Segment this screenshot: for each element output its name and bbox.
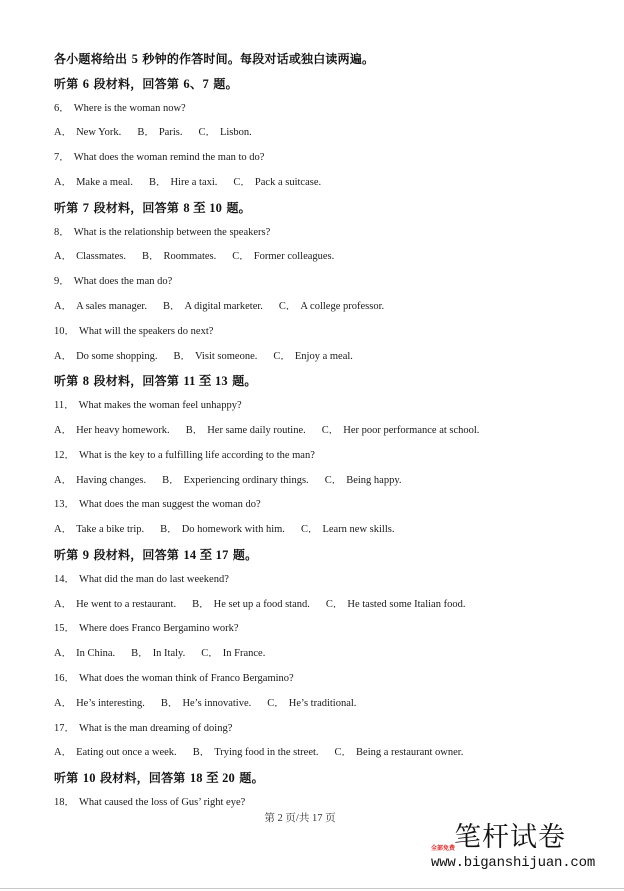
option-c: C． Pack a suitcase.: [233, 176, 322, 188]
question-text: What does the woman think of Franco Bergamino?: [79, 672, 294, 684]
watermark-url: www.biganshijuan.com: [431, 855, 596, 871]
options-6: [54, 124, 594, 149]
option-c: C． He’s traditional.: [267, 697, 357, 709]
question-18: 18． What caused the loss of Gus’ right eye?: [54, 796, 246, 808]
watermark-title: 笔杆试卷: [454, 822, 566, 853]
question-17: 17． What is the man dreaming of doing?: [54, 722, 233, 734]
option-a: A． In China.: [54, 648, 116, 660]
section-heading: 听第 9 段材料，回答第 14 至 17 题。: [54, 547, 258, 562]
option-a: A． Her heavy homework.: [54, 424, 170, 436]
option-a: A． Take a bike trip.: [54, 524, 145, 536]
option-b: B． He’s innovative.: [160, 697, 252, 709]
question-text: Where does Franco Bergamino work?: [79, 623, 239, 635]
question-16: 16． What does the woman think of Franco Bergamino?: [54, 672, 294, 684]
section-heading: 听第 10 段材料，回答第 18 至 20 题。: [54, 771, 264, 786]
option-a: A． He went to a restaurant.: [54, 598, 177, 610]
option-b: B． Experiencing ordinary things.: [162, 474, 309, 486]
question-11: 11． What makes the woman feel unhappy?: [54, 400, 242, 412]
option-b: B． In Italy.: [131, 648, 186, 660]
option-b: B． Hire a taxi.: [148, 176, 218, 188]
instruction-text: 秒钟的作答时间。每段对话或独白读两遍。: [138, 52, 375, 66]
option-b: B． Trying food in the street.: [192, 747, 319, 759]
instruction-seconds: 5: [131, 52, 139, 66]
option-a: A． Do some shopping.: [54, 350, 158, 362]
page-content: [54, 50, 594, 819]
watermark-logo: [428, 822, 608, 876]
option-b: B． Her same daily routine.: [185, 424, 306, 436]
option-c: C． Her poor performance at school.: [321, 424, 480, 436]
question-text: What is the key to a fulfilling life according to the man?: [79, 449, 315, 461]
question-text: What will the speakers do next?: [79, 325, 214, 337]
page-bottom-divider: [0, 888, 624, 889]
page-number: 第 2 页/共 17 页: [264, 813, 336, 824]
option-a: A． Classmates.: [54, 251, 126, 263]
option-a: A． He’s interesting.: [54, 697, 145, 709]
option-a: A． Having changes.: [54, 474, 147, 486]
options-11: [54, 422, 594, 447]
question-13: 13． What does the man suggest the woman do?: [54, 499, 261, 511]
question-text: Where is the woman now?: [73, 102, 186, 114]
instruction-text: 各小题将给出: [54, 52, 132, 66]
option-c: C． A college professor.: [278, 300, 385, 312]
option-a: A． New York.: [54, 127, 122, 139]
question-text: What makes the woman feel unhappy?: [78, 400, 242, 412]
option-c: C． Being a restaurant owner.: [334, 747, 464, 759]
section-heading: 听第 7 段材料，回答第 8 至 10 题。: [54, 200, 251, 215]
options-12: [54, 472, 594, 497]
option-b: B． Visit someone.: [173, 350, 258, 362]
option-b: B． Roommates.: [141, 251, 217, 263]
options-8: [54, 248, 594, 273]
question-6: 6． Where is the woman now?: [54, 102, 186, 114]
question-15: 15． Where does Franco Bergamino work?: [54, 623, 239, 635]
options-17: [54, 744, 594, 769]
question-text: What did the man do last weekend?: [79, 573, 229, 585]
section-heading: 听第 6 段材料，回答第 6、7 题。: [54, 76, 238, 91]
question-10: 10． What will the speakers do next?: [54, 325, 214, 337]
question-7: 7． What does the woman remind the man to do?: [54, 152, 265, 164]
option-b: B． Paris.: [137, 127, 183, 139]
option-b: B． He set up a food stand.: [192, 598, 310, 610]
option-a: A． A sales manager.: [54, 300, 147, 312]
options-9: [54, 298, 594, 323]
options-10: [54, 348, 594, 373]
option-c: C． He tasted some Italian food.: [325, 598, 466, 610]
option-a: A． Eating out once a week.: [54, 747, 177, 759]
question-8: 8． What is the relationship between the speakers?: [54, 226, 271, 238]
question-12: 12． What is the key to a fulfilling life according to the man?: [54, 449, 315, 461]
question-text: What is the relationship between the speakers?: [73, 226, 271, 238]
option-c: C． Enjoy a meal.: [273, 350, 353, 362]
options-14: [54, 596, 594, 621]
question-text: What does the woman remind the man to do?: [73, 152, 265, 164]
question-14: 14． What did the man do last weekend?: [54, 573, 229, 585]
watermark-badge: 全部免费: [431, 845, 456, 852]
question-text: What does the man suggest the woman do?: [79, 499, 261, 511]
option-c: C． Being happy.: [324, 474, 402, 486]
option-c: C． Learn new skills.: [300, 524, 395, 536]
option-a: A． Make a meal.: [54, 176, 133, 188]
options-7: [54, 174, 594, 199]
question-text: What does the man do?: [73, 276, 173, 288]
question-text: What caused the loss of Gus’ right eye?: [79, 796, 246, 808]
question-9: 9． What does the man do?: [54, 276, 173, 288]
question-text: What is the man dreaming of doing?: [79, 722, 233, 734]
option-c: C． Former colleagues.: [232, 251, 335, 263]
options-16: [54, 695, 594, 720]
option-b: B． Do homework with him.: [160, 524, 285, 536]
options-15: [54, 645, 594, 670]
option-b: B． A digital marketer.: [162, 300, 263, 312]
options-13: [54, 521, 594, 546]
option-c: C． In France.: [201, 648, 266, 660]
section-heading: 听第 8 段材料，回答第 11 至 13 题。: [54, 374, 257, 389]
option-c: C． Lisbon.: [198, 127, 252, 139]
instruction-line: [54, 50, 594, 75]
